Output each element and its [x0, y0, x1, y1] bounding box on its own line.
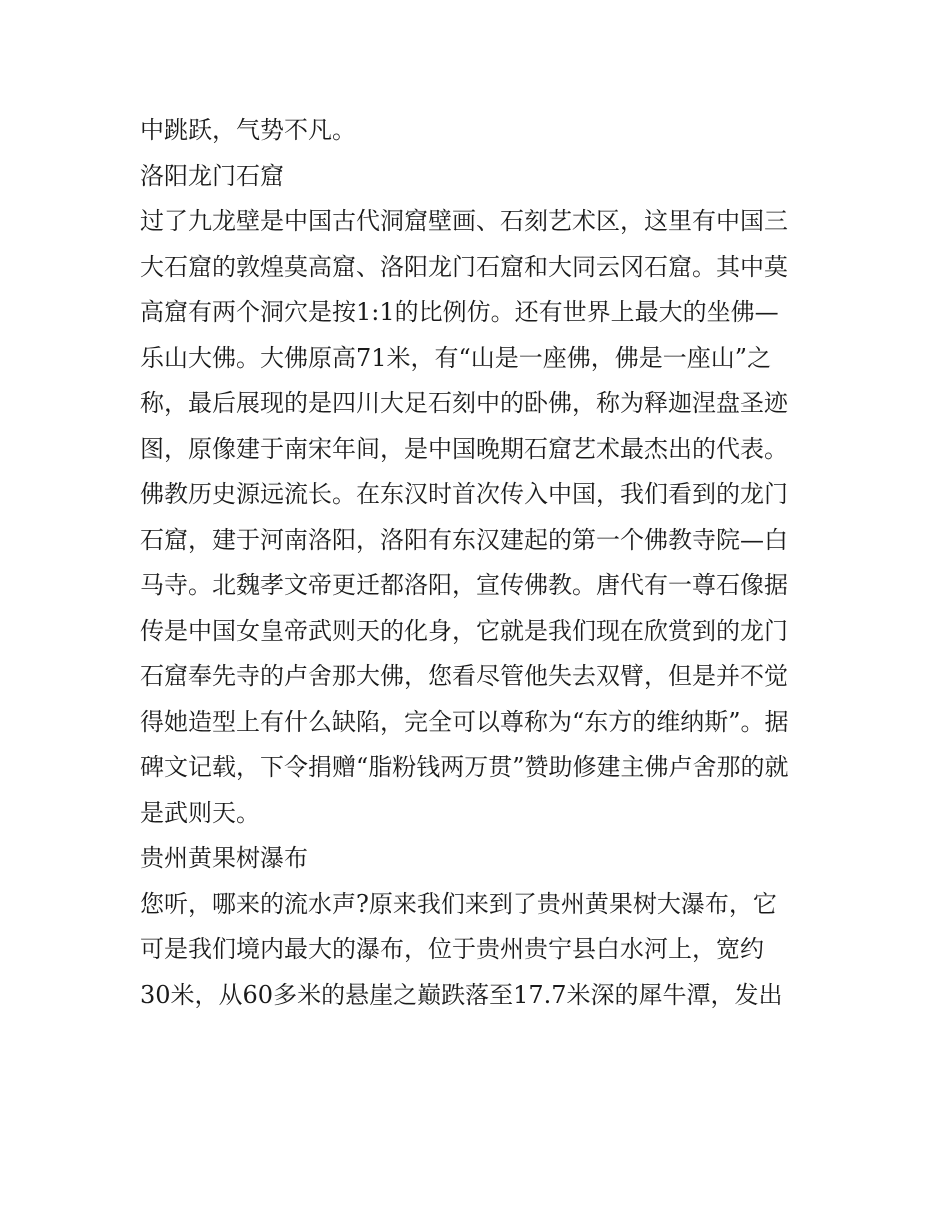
- text-line: 是武则天。: [140, 798, 260, 827]
- text-line: 可是我们境内最大的瀑布，位于贵州贵宁县白水河上，宽约: [140, 935, 764, 963]
- text-line: 您听，哪来的流水声?原来我们来到了贵州黄果树大瀑布，它: [140, 889, 777, 918]
- section-heading: 洛阳龙门石窟: [140, 161, 284, 190]
- text-line: 传是中国女皇帝武则天的化身，它就是我们现在欣赏到的龙门: [140, 616, 788, 645]
- text-line: 图，原像建于南宋年间，是中国晚期石窟艺术最杰出的代表。: [140, 434, 788, 463]
- text-line: 得她造型上有什么缺陷，完全可以尊称为“东方的维纳斯”。据: [140, 707, 789, 736]
- section-heading: 贵州黄果树瀑布: [140, 844, 308, 872]
- text-line: 过了九龙壁是中国古代洞窟壁画、石刻艺术区，这里有中国三: [140, 207, 788, 235]
- text-line: 马寺。北魏孝文帝更迁都洛阳，宣传佛教。唐代有一尊石像据: [140, 571, 788, 599]
- text-line: 石窟奉先寺的卢舍那大佛，您看尽管他失去双臂，但是并不觉: [140, 662, 788, 690]
- text-line: 佛教历史源远流长。在东汉时首次传入中国，我们看到的龙门: [140, 480, 788, 508]
- text-line: 高窟有两个洞穴是按1:1的比例仿。还有世界上最大的坐佛—: [140, 298, 779, 326]
- text-line: 石窟，建于河南洛阳，洛阳有东汉建起的第一个佛教寺院—白: [140, 525, 788, 554]
- document-body: [140, 108, 812, 1018]
- text-line: 大石窟的敦煌莫高窟、洛阳龙门石窟和大同云冈石窟。其中莫: [140, 252, 788, 281]
- text-line: 中跳跃，气势不凡。: [140, 116, 356, 144]
- text-line: 30米，从60多米的悬崖之巅跌落至17.7米深的犀牛潭，发出: [140, 980, 783, 1009]
- text-line: 碑文记载，下令捐赠“脂粉钱两万贯”赞助修建主佛卢舍那的就: [140, 753, 789, 781]
- text-line: 称，最后展现的是四川大足石刻中的卧佛，称为释迦涅盘圣迹: [140, 389, 788, 417]
- text-line: 乐山大佛。大佛原高71米，有“山是一座佛，佛是一座山”之: [140, 343, 772, 372]
